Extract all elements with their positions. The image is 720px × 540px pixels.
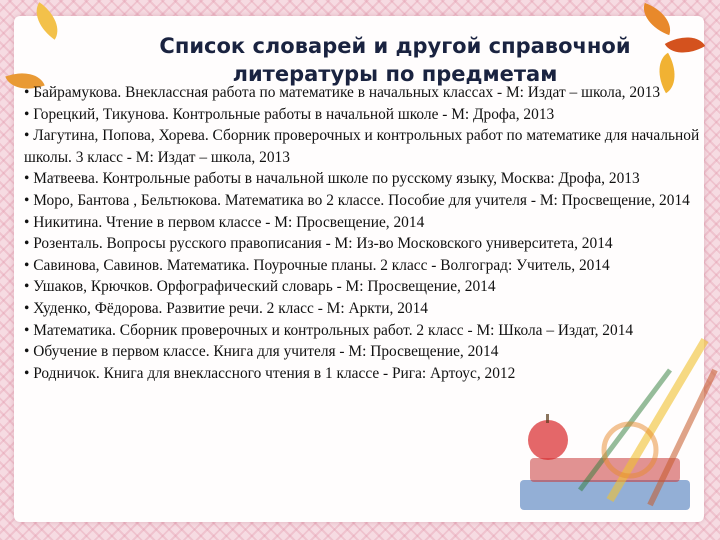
list-item: • Розенталь. Вопросы русского правописания - М: Из-во Московского университета, 2014 (24, 233, 714, 255)
title-line-2: литературы по предметам (232, 62, 558, 86)
list-item: • Моро, Бантова , Бельтюкова. Математика во 2 классе. Пособие для учителя - М: Просвещение, 2014 (24, 190, 714, 212)
list-item: • Родничок. Книга для внеклассного чтения в 1 классе - Рига: Артоус, 2012 (24, 363, 714, 385)
leaf-icon (637, 3, 676, 35)
reference-list (24, 82, 714, 384)
list-item: • Математика. Сборник проверочных и контрольных работ. 2 класс - М: Школа – Издат, 2014 (24, 320, 714, 342)
page-title (100, 32, 690, 88)
leaf-icon (27, 2, 67, 40)
list-item: • Байрамукова. Внеклассная работа по математике в начальных классах - М: Издат – школа, 2013 (24, 82, 714, 104)
list-item: • Горецкий, Тикунова. Контрольные работы в начальной школе - М: Дрофа, 2013 (24, 104, 714, 126)
title-line-1: Список словарей и другой справочной (159, 34, 631, 58)
list-item: • Ушаков, Крючков. Орфографический словарь - М: Просвещение, 2014 (24, 276, 714, 298)
list-item: • Матвеева. Контрольные работы в начальной школе по русскому языку, Москва: Дрофа, 2013 (24, 168, 714, 190)
list-item: • Худенко, Фёдорова. Развитие речи. 2 класс - М: Аркти, 2014 (24, 298, 714, 320)
list-item: • Никитина. Чтение в первом классе - М: Просвещение, 2014 (24, 212, 714, 234)
list-item: • Савинова, Савинов. Математика. Поурочные планы. 2 класс - Волгоград: Учитель, 2014 (24, 255, 714, 277)
list-item: • Лагутина, Попова, Хорева. Сборник проверочных и контрольных работ по математике для начальной школы. 3 класс - М: Издат – школа, 2013 (24, 125, 714, 168)
list-item: • Обучение в первом классе. Книга для учителя - М: Просвещение, 2014 (24, 341, 714, 363)
